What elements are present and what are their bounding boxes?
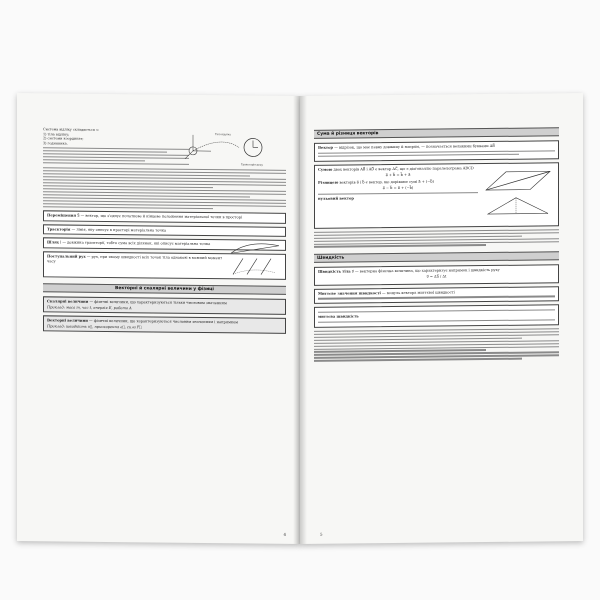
vectors-scalars-banner: Векторні й скалярні величини у фізиці (43, 283, 286, 295)
left-page (17, 93, 300, 544)
intro-block (43, 127, 189, 165)
sum-term: Сумою (318, 167, 333, 172)
reference-frame-figure (181, 129, 273, 170)
definition-text: l — довжина траєкторії, тобто сума всіх ділянок, які описує матеріальна точка (60, 240, 211, 247)
instant-speed-term-2: миттєва швидкість (318, 314, 359, 320)
instant-speed-formula-box (314, 305, 559, 328)
formula-sum: a⃗ + b⃗ = b⃗ + a⃗ (385, 172, 411, 178)
vector-definition-box (314, 140, 559, 161)
instant-speed-term: Миттєве значення швидкості (318, 291, 381, 296)
definition-translational (43, 251, 286, 280)
scalar-term: Скалярні величини (47, 299, 89, 304)
scalar-example: Приклад: маса m, час t, енергія E, робота A (47, 304, 132, 310)
open-book (17, 96, 583, 544)
null-vector-term: нульовий вектор (318, 196, 354, 201)
definition-term: Шлях (47, 240, 59, 245)
intro-item: 2) системи координат; (43, 136, 84, 141)
definition-term: Траєкторія (47, 227, 71, 232)
page-number-right: 5 (320, 531, 323, 537)
right-page-content (314, 127, 559, 524)
intro-item: 3) годинника. (43, 141, 68, 146)
vector-def-term: Вектор (318, 145, 334, 150)
sum-text: двох векторів AB⃗ і AD⃗ є вектор AC⃗, що є діагоналлю паралелограма ABCD (333, 165, 474, 172)
page-number-left: 4 (283, 531, 286, 537)
vector-def-text: — відрізок, що має певну довжину й напрям, — позначається великими буквами AB⃗ (334, 143, 495, 150)
speed-term: Швидкість тіла (318, 269, 351, 274)
definition-displacement (43, 211, 286, 224)
vector-text: — фізичні величини, що характеризуються числовим значенням і напрямком (89, 319, 239, 325)
right-body-text (314, 229, 559, 248)
speed-definition-box (314, 264, 559, 286)
diff-text: векторів a⃗ і b⃗ є вектор, що дорівнює сумі a⃗ + (−b⃗) (339, 179, 434, 185)
definition-trajectory (43, 224, 286, 237)
right-page (300, 93, 583, 544)
scalar-text: — фізичні величини, що характеризуються тільки числовим значенням (89, 299, 227, 306)
vector-example: Приклад: швидкість υ⃗, прискорення a⃗, сила F⃗ (47, 324, 142, 330)
vector-quantities-box (43, 316, 286, 335)
left-page-content (43, 127, 286, 524)
intro-title: Система відліку складається з: (43, 127, 99, 132)
definition-path (43, 238, 286, 251)
speed-banner: Швидкість (314, 251, 559, 263)
speed-text: υ⃗ — векторна фізична величина, що характеризує напрямок і швидкість руху (351, 267, 500, 274)
fig-label-body: Тіло відліку (215, 133, 231, 137)
vector-sum-box (314, 162, 559, 229)
definition-text: — рух, при якому швидкості всіх точок тіла однакові в кожний момент часу (47, 254, 223, 264)
formula-diff: a⃗ − b⃗ = a⃗ + (−b⃗) (382, 186, 414, 191)
instant-speed-box (314, 286, 559, 304)
diff-term: Різницею (318, 180, 339, 185)
definition-text: — лінія, яку описує в просторі матеріальна точка (71, 227, 167, 233)
scalar-quantities-box (43, 296, 286, 315)
right-body-text-2 (314, 328, 559, 362)
translational-figure (229, 256, 281, 277)
definition-term: Поступальний рух (47, 254, 86, 259)
body-text (43, 168, 286, 211)
vector-term: Векторні величини (47, 318, 88, 324)
intro-item: 1) тіла відліку; (43, 131, 70, 137)
vector-sum-banner: Сума й різниця векторів (314, 127, 559, 139)
fig-label-trajectory: Траєкторія руху (241, 163, 263, 167)
definition-text: S⃗ — вектор, що з'єднує початкове й кінцеве положення матеріальної точки в просторі (77, 213, 243, 220)
definition-term: Переміщення (47, 213, 77, 218)
instant-speed-text: — модуль вектора миттєвої швидкості (382, 290, 455, 296)
parallelogram-figure (482, 167, 554, 218)
speed-formula: υ⃗ = ΔS⃗ / Δt (426, 274, 447, 279)
